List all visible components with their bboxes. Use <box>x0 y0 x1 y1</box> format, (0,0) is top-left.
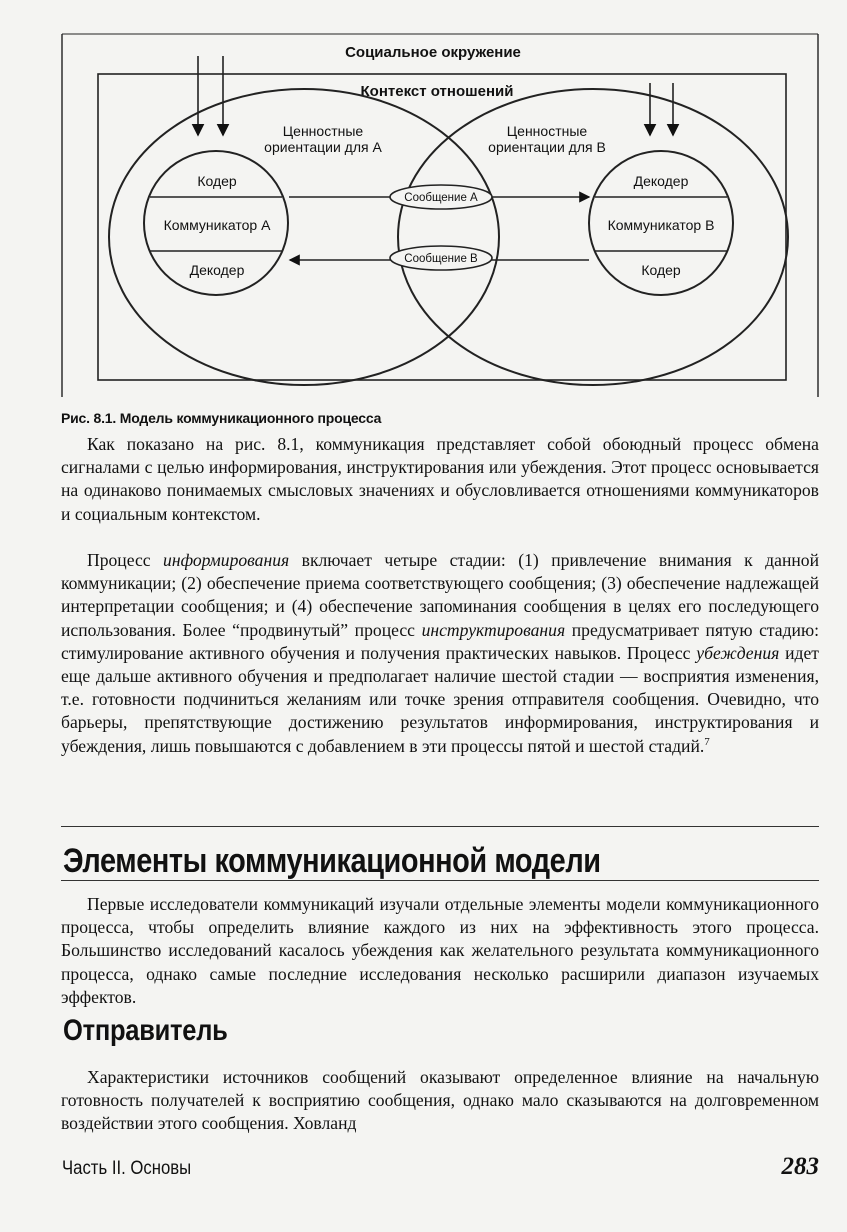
term-instructing: инструктирования <box>421 619 566 640</box>
decoder-a-label: Декодер <box>189 262 245 278</box>
term-informing: информирования <box>163 550 290 570</box>
context-label: Контекст отношений <box>360 83 514 100</box>
caption-label: Рис. 8.1. <box>61 410 117 426</box>
figure-caption <box>61 410 821 426</box>
values-b-line2: ориентации для В <box>488 139 606 155</box>
footer-part-label: Часть II. Основы <box>62 1158 192 1179</box>
subsection-heading: Отправитель <box>63 1014 228 1047</box>
caption-text: Модель коммуникационного процесса <box>119 410 382 426</box>
divider-bottom <box>61 880 819 881</box>
coder-b-label: Кодер <box>641 262 681 278</box>
decoder-b-label: Декодер <box>633 173 689 189</box>
paragraph-elements: Первые исследователи коммуникаций изучали отдельные элементы модели коммуникационного процесса, чтобы определить влияние каждого из них на эффективность этого процесса. Большинство исследований касалось убеждения как желательного результата коммуникационного процесса, однако самые последние исследования несколько расширили диапазон изучаемых эффектов. <box>61 894 819 1007</box>
figure-communication-model <box>61 33 819 397</box>
communication-model-diagram <box>61 33 819 397</box>
communicator-a-label: Коммуникатор А <box>163 217 271 233</box>
page-number: 283 <box>781 1153 819 1180</box>
values-b-line1: Ценностные <box>506 123 588 139</box>
coder-a-label: Кодер <box>197 173 237 189</box>
paragraph-sender: Характеристики источников сообщений оказывают определенное влияние на начальную готовность получателей к восприятию сообщения, однако мало сказываются на долговременном воздействии этого сообщения. Ховланд <box>61 1067 819 1134</box>
footnote-ref: 7 <box>704 735 710 748</box>
message-a-label: Сообщение А <box>404 192 478 204</box>
message-b-label: Сообщение В <box>404 253 478 265</box>
values-a-line2: ориентации для А <box>264 139 382 155</box>
communicator-b-label: Коммуникатор В <box>607 217 715 233</box>
term-persuasion: убеждения <box>696 642 780 663</box>
divider-top <box>61 826 819 827</box>
paragraph-processes: Процесс информирования включает четыре стадии: (1) привлечение внимания к данной коммуникации; (2) обеспечение приема соответствующего сообщения; (3) обеспечение надлежащей интерпретации сообщения; и (4) обеспечение запоминания сообщения в целях его последующего использования. Более “продвинутый” процесс инструктирования предусматривает пятую стадию: стимулирование активного обучения и получения практических навыков. Процесс убеждения идет еще дальше активного обучения и предполагает наличие шестой стадии — восприятия изменения, т.е. готовности подчиниться желаниям или точке зрения отправителя сообщения. Очевидно, что барьеры, препятствующие достижению результатов информирования, инструктирования и убеждения, лишь повышаются с добавлением в эти процессы пятой и шестой стадий.$^7$ <box>61 550 819 756</box>
paragraph-intro: Как показано на рис. 8.1, коммуникация представляет собой обоюдный процесс обмена сигналами с целью информирования, инструктирования или убеждения. Этот процесс основывается на одинаково понимаемых смысловых значениях и обусловливается отношениями коммуникаторов и социальным контекстом. <box>61 434 819 524</box>
social-environment-label: Социальное окружение <box>345 44 521 61</box>
section-heading: Элементы коммуникационной модели <box>63 842 601 880</box>
values-a-line1: Ценностные <box>282 123 364 139</box>
